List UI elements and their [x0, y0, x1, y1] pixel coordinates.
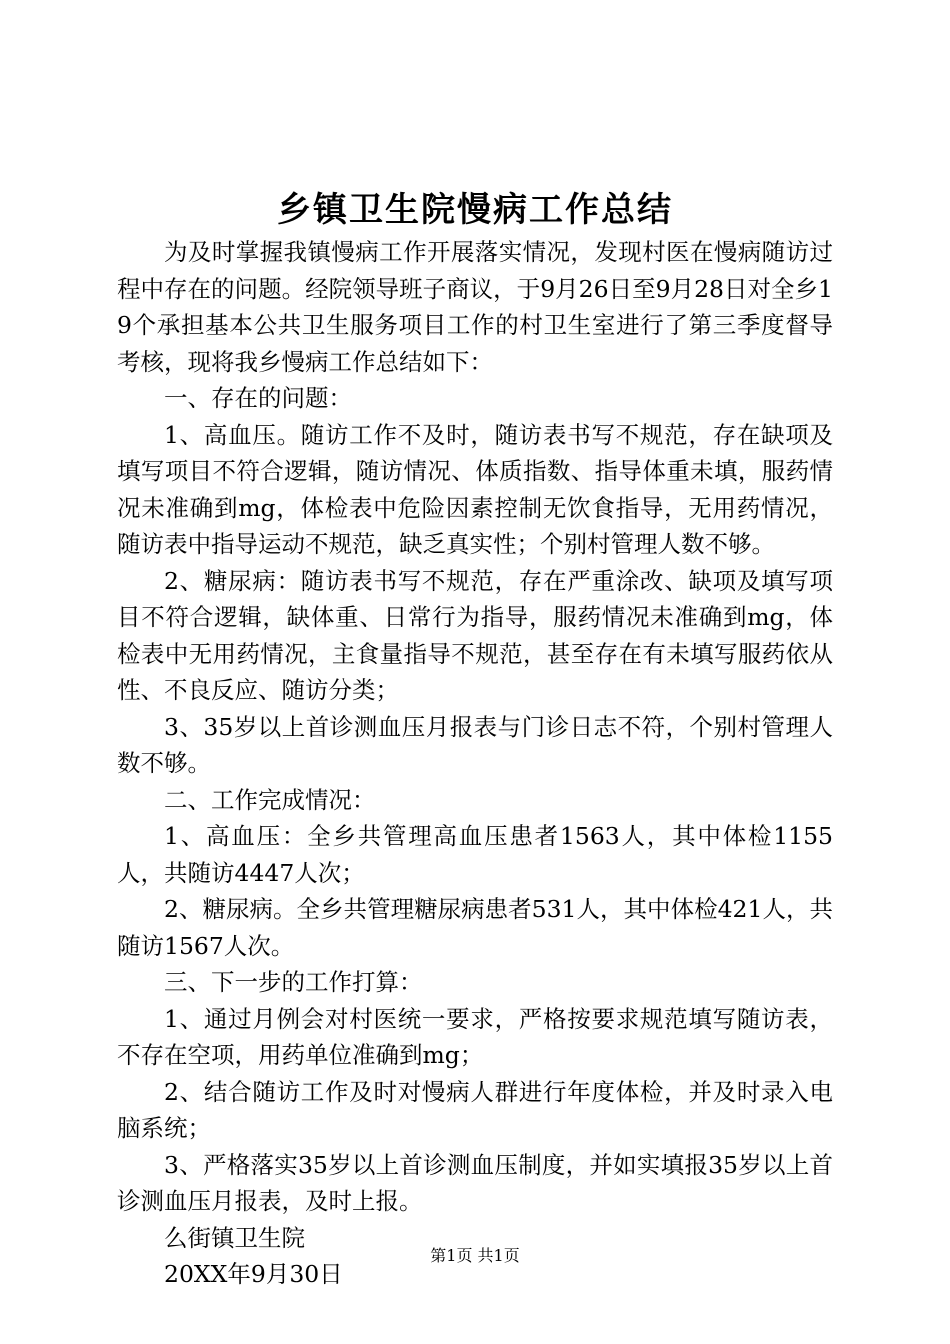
intro-paragraph: 为及时掌握我镇慢病工作开展落实情况，发现村医在慢病随访过程中存在的问题。经院领导班子商议，于9月26日至9月28日对全乡19个承担基本公共卫生服务项目工作的村卫生室进行了第三季度督导考核，现将我乡慢病工作总结如下： [117, 238, 833, 376]
completion-diabetes: 2、糖尿病。全乡共管理糖尿病患者531人，其中体检421人，共随访1567人次。 [117, 895, 833, 960]
page-footer: 第1页 共1页 [430, 1246, 520, 1265]
section-heading-next-steps: 三、下一步的工作打算： [164, 968, 423, 996]
problem-hypertension: 1、高血压。随访工作不及时，随访表书写不规范，存在缺项及填写项目不符合逻辑，随访情况、体质指数、指导体重未填，服药情况未准确到mg，体检表中危险因素控制无饮食指导，无用药情况，随访表中指导运动不规范，缺乏真实性；个别村管理人数不够。 [117, 420, 833, 558]
document-title: 乡镇卫生院慢病工作总结 [277, 190, 673, 230]
next-step-2: 2、结合随访工作及时对慢病人群进行年度体检，并及时录入电脑系统； [117, 1077, 833, 1142]
section-heading-problems: 一、存在的问题： [164, 384, 352, 412]
problem-diabetes: 2、糖尿病：随访表书写不规范，存在严重涂改、缺项及填写项目不符合逻辑，缺体重、日常行为指导，服药情况未准确到mg，体检表中无用药情况，主食量指导不规范，甚至存在有未填写服药依从性、不良反应、随访分类； [117, 566, 833, 704]
next-step-3: 3、严格落实35岁以上首诊测血压制度，并如实填报35岁以上首诊测血压月报表，及时上报。 [117, 1150, 833, 1215]
problem-blood-pressure-report: 3、35岁以上首诊测血压月报表与门诊日志不符，个别村管理人数不够。 [117, 712, 833, 777]
signature-date: 20XX年9月30日 [164, 1260, 343, 1288]
completion-hypertension: 1、高血压：全乡共管理高血压患者1563人，其中体检1155人，共随访4447人次； [117, 822, 833, 887]
next-step-1: 1、通过月例会对村医统一要求，严格按要求规范填写随访表，不存在空项，用药单位准确到mg； [117, 1004, 833, 1069]
document-body [117, 234, 833, 1293]
section-heading-completion: 二、工作完成情况： [164, 785, 376, 814]
signature-organization: 么街镇卫生院 [164, 1223, 305, 1252]
